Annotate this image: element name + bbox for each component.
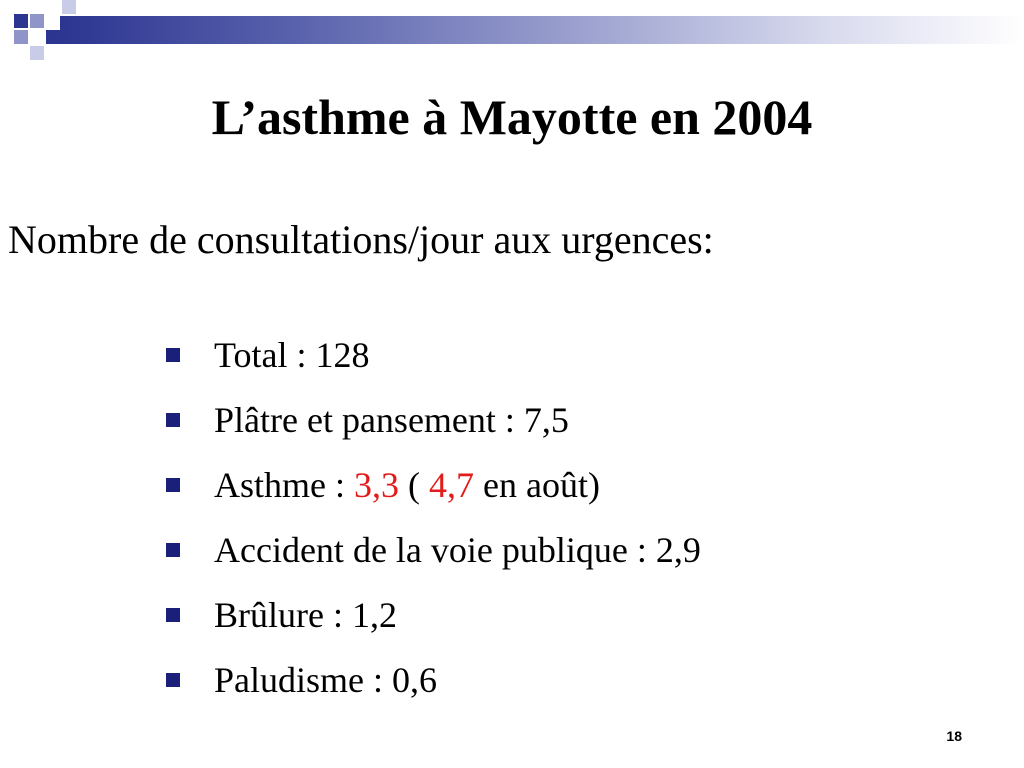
bullet-list xyxy=(166,322,701,712)
bullet-text: Brûlure : 1,2 xyxy=(214,594,397,635)
list-item xyxy=(166,387,701,452)
bullet-text: Total : 128 xyxy=(214,334,370,375)
decor-square xyxy=(30,46,44,60)
square-bullet-icon xyxy=(166,413,180,427)
decor-square xyxy=(62,0,76,14)
square-bullet-icon xyxy=(166,348,180,362)
asthma-value: 3,3 xyxy=(354,464,399,505)
slide-title: L’asthme à Mayotte en 2004 xyxy=(211,89,813,145)
decor-square xyxy=(14,14,28,28)
square-bullet-icon xyxy=(166,478,180,492)
header-gradient-band xyxy=(60,16,1024,44)
decor-square xyxy=(46,30,60,44)
decor-square xyxy=(30,14,44,28)
bullet-text: Paludisme : 0,6 xyxy=(214,659,437,700)
asthma-august-value: 4,7 xyxy=(429,464,474,505)
list-item xyxy=(166,452,701,517)
asthma-label: Asthme : xyxy=(214,464,354,505)
bullet-text: Plâtre et pansement : 7,5 xyxy=(214,399,569,440)
square-bullet-icon xyxy=(166,608,180,622)
decor-square xyxy=(14,30,28,44)
slide-subtitle: Nombre de consultations/jour aux urgences: xyxy=(8,217,714,262)
list-item xyxy=(166,322,701,387)
square-bullet-icon xyxy=(166,543,180,557)
page-number: 18 xyxy=(946,728,962,744)
list-item xyxy=(166,517,701,582)
list-item xyxy=(166,647,701,712)
bullet-text: Accident de la voie publique : 2,9 xyxy=(214,529,701,570)
asthma-august-label: en août) xyxy=(474,464,600,505)
bullet-text xyxy=(214,464,600,506)
square-bullet-icon xyxy=(166,673,180,687)
asthma-paren-open: ( xyxy=(399,464,429,505)
list-item xyxy=(166,582,701,647)
